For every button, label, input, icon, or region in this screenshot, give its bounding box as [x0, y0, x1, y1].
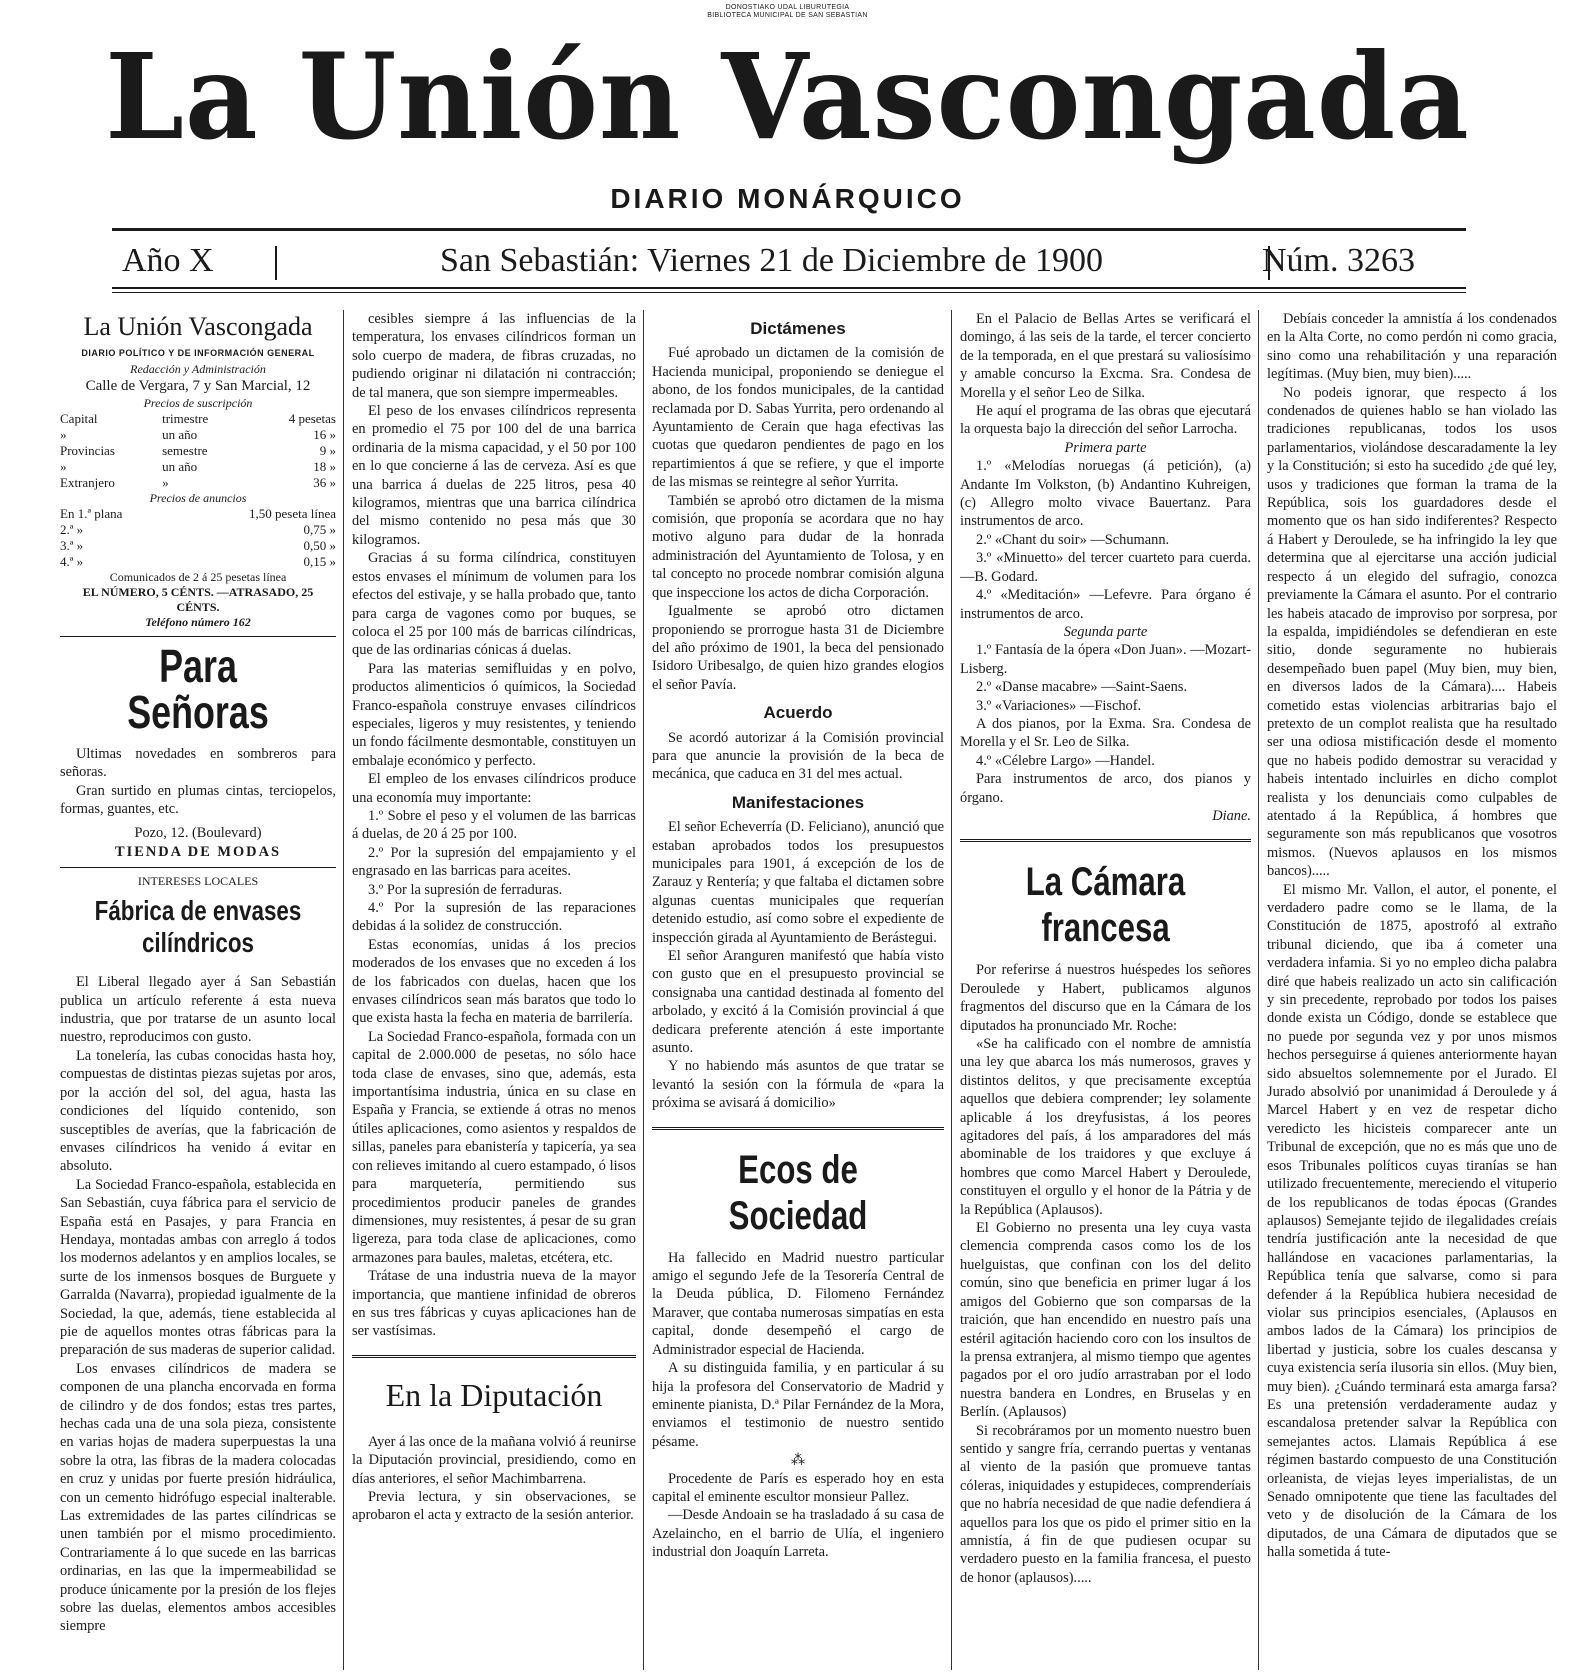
table-cell: 3.ª » [60, 537, 84, 553]
article-paragraph: 4.º Por la supresión de las reparaciones debidas á la solidez de construcción. [352, 900, 636, 935]
library-stamp-line-1: DONOSTIAKO UDAL LIBURUTEGIA [725, 4, 850, 11]
column-1 [60, 310, 336, 1670]
divider [652, 1127, 944, 1133]
ad-title: Para Señoras [127, 639, 269, 738]
section-heading: La Cámara francesa [1025, 860, 1186, 951]
article-paragraph: Trátase de una industria nueva de la mayor importancia, que mantiene infinidad de obreros en sus tres fábricas y cuyas aplicaciones han de ser vastísimas. [352, 1268, 636, 1340]
subscription-table [60, 411, 336, 491]
section-label: INTERESES LOCALES [137, 874, 259, 889]
section-heading: Ecos de Sociedad [728, 1147, 868, 1238]
year-label: Año X [122, 242, 214, 279]
program-item: 2.º «Danse macabre» —Saint-Saens. [976, 679, 1188, 696]
column-4 [960, 310, 1251, 1670]
subscription-box [60, 312, 336, 630]
program-item: 1.º «Melodías noruegas (á petición), (a) Andante Im Volkston, (b) Andantino Kuhreigen, (c) Allegro molto vivace Bauertanz. Para instrumentos de arco. [960, 458, 1251, 530]
subheading: Dictámenes [750, 319, 846, 338]
ad-address: Pozo, 12. (Boulevard) [134, 825, 262, 842]
article-paragraph: Se acordó autorizar á la Comisión provincial para que anuncie la provisión de la beca de mecánica, que caduca en 31 del mes actual. [652, 729, 944, 783]
article-paragraph: Y no habiendo más asuntos de que tratar se levantó la sesión con la fórmula de «para la próxima se avisará á domicilio» [652, 1058, 944, 1112]
library-stamp-line-2: BIBLIOTECA MUNICIPAL DE SAN SEBASTIAN [707, 12, 868, 19]
masthead-title: La Unión Vascongada [105, 28, 1470, 167]
table-cell: 4 pesetas [288, 410, 336, 426]
article-paragraph: La tonelería, las cubas conocidas hasta hoy, compuestas de distintas piezas sujetas por aros, por la acción del sol, del agua, hasta las condiciones del líquido contenido, son susceptibles de averías, que la fabricación de envases cilíndricos ha venido á evitar en absoluto. [60, 1047, 336, 1175]
program-item: 3.º «Variaciones» —Fischof. [976, 697, 1142, 714]
box-subtitle: DIARIO POLÍTICO Y DE INFORMACIÓN GENERAL [81, 348, 315, 358]
article-paragraph: Debíais conceder la amnistía á los condenados en la Alta Corte, no como perdón ni como gracia, sino como una rehabilitación y una reparación legítimas. (Muy bien, muy bien)..... [1267, 311, 1557, 383]
office-address: Calle de Vergara, 7 y San Marcial, 12 [85, 378, 311, 395]
table-cell: semestre [162, 442, 208, 458]
issue-number: Núm. 3263 [1262, 242, 1415, 279]
table-cell: trimestre [162, 410, 209, 426]
table-cell: 0,50 » [303, 537, 336, 553]
comunicados-note: Comunicados de 2 á 25 pesetas línea [109, 569, 287, 584]
article-paragraph: No podeis ignorar, que respecto á los condenados de quienes hablo se han violado las tradiciones republicanas, todos los usos parlamentarios, violándose descaradamente la ley y la Constitución; si esto ha sucedido ¿de qué ley, usos y tradiciones que forman la trama de la República, sois los guardadores desde el momento que os han sido indiferentes? Respecto á Habert y Deroulede, se ha infringido la ley que determina que al ejercitarse una acción judicial respecto á un elegido del sufragio, conozca previamente la Cámara el asunto. Por el contrario les habeis atacado de improviso por sorpresa, por la espalda, impidiéndoles se defendieran en este sitio, donde seguramente no hubierais desempeñado buen papel (Muy bien, muy bien, en diversos lados de la Cámara).... Habeis cometido estas violencias arbitrarias bajo el pretexto de un complot realista que ha resultado ser una odiosa mistificación desde el momento que no habeis podido demostrar su veracidad y habeis intentado incluirles en dicho complot realista y los denunciais como culpables de atentado á la República, á hombres que seguramente son más republicanos que vosotros mismos. (Nuevos aplausos en los mismos bancos)..... [1267, 384, 1557, 880]
dateline-rule [112, 287, 1466, 289]
signature: Diane. [1212, 807, 1251, 824]
table-row [60, 506, 336, 522]
article-paragraph: Si recobráramos por un momento nuestro buen sentido y sangre fría, cerrando puertas y ventanas al viento de la pasión que promueve tantas cóleras, iniquidades y estupideces, comprenderíais que no habría necesidad de que nadie defendiera á aquellos para los que os pido el primer sitio en la amnistía, á fin de que pudiesen ocupar su verdadero puesto en la familia francesa, el puesto de honor (aplausos)..... [960, 1422, 1251, 1586]
article-paragraph: Previa lectura, y sin observaciones, se aprobaron el acta y extracto de la sesión anterior. [352, 1488, 636, 1524]
article-paragraph: Estas economías, unidas á los precios moderados de los envases que no exceden á los de los fabricados con duelas, hacen que los envases cilíndricos sean más baratos que todo lo que exista hasta la fecha en materia de barrilería. [352, 936, 636, 1027]
article-paragraph: Para las materias semifluidas y en polvo, productos alimenticios ó químicos, la Sociedad Franco-española construye envases cilíndricos especiales, ligeros y muy resistentes, y teniendo un fondo fácilmente desmontable, constituyen un embalaje económico y perfecto. [352, 660, 636, 769]
table-cell: » [60, 426, 67, 442]
column-separator [951, 310, 952, 1670]
table-row [60, 443, 336, 459]
stars-separator: ⁂ [790, 1452, 806, 1469]
table-cell: un año [162, 458, 198, 474]
article-paragraph: El señor Aranguren manifestó que había visto con gusto que en el presupuesto provincial se consignaba una cantidad destinada al fomento del arbolado, y excitó á la Comisión provincial á que dedicara preferente atención á este importante asunto. [652, 948, 944, 1057]
table-cell: Extranjero [60, 474, 115, 490]
table-row [60, 475, 336, 491]
table-cell: 2.ª » [60, 521, 84, 537]
divider [352, 1355, 636, 1361]
article-paragraph: El señor Echeverría (D. Feliciano), anunció que estaban aprobados todos los presupuestos municipales para 1901, á excepción de los de Zarauz y Rentería; y que faltaba el dictamen sobre algunas cuentas municipales que requerían detenido estudio, así como sobre el expediente de inspección girada al Ayuntamiento de Berástegui. [652, 819, 944, 946]
subscription-prices-label: Precios de suscripción [143, 395, 253, 410]
article-paragraph: Gracias á su forma cilíndrica, constituyen estos envases el mínimum de volumen para los efectos del estivaje, y se halla probado que, tanto para carga de vagones como por buques, se coloca el 25 por 100 más de barricas cilíndricas, que de las ordinarias cónicas á duelas. [352, 550, 636, 659]
divider [960, 839, 1251, 845]
program-item: Para instrumentos de arco, dos pianos y órgano. [960, 771, 1251, 806]
article-headline: Fábrica de envases cilíndricos [94, 895, 302, 959]
article-paragraph: El mismo Mr. Vallon, el autor, el ponente, el verdadero padre como se le llama, de la Constitución de 1875, apostrofó al extraño tribunal diciendo, que iba á cometer una verdadera infamia. Si yo no empleo dicha palabra diré que habeis realizado un acto sin calificación y sin precedente, reprobado por todos los paises donde exista un Código, donde se establece que no puede por segunda vez y por unos mismos hechos perseguirse á quienes anteriormente hayan sido absueltos solemnemente por el Jurado. El Jurado absolvió por unanimidad á Deroulede y á Marcel Habert y en vez de respetar dicho veredicto les hicisteis comparecer ante un Tribunal de excepción, que no es más que uno de esos Tribunales políticos cuyas tiranías se han utilizado frecuentemente, mereciendo el vituperio de los republicanos de todas épocas (Grandes aplausos) Semejante tejido de ilegalidades creíais tendría justificación ante la necesidad de que hallándose en vacaciones parlamentarias, la República tenía que salvarse, como si para defender á la República hubiera necesidad de violar sus principios esenciales, (Aplausos en ambos lados de la Cámara) los principios de libertad y justicia, sobre los cuales descansa y cuya existencia sería ilusoria sin ellos. (Muy bien, muy bien). ¿Cuándo terminará esta amarga farsa? Es una pretensión verdaderamente audaz y escandalosa pretender salvar la República con semejantes actos. Llamais República á ese régimen bastardo compuesto de una Constitución orleanista, de viejas leyes imperialistas, de un Senado omnipotente que tiene las facultades del veto y de disolución de la Cámara de los diputados, de una Cámara de diputados que se halla sometida á tute- [1267, 881, 1557, 1561]
telephone: Teléfono número 162 [145, 614, 251, 629]
article-paragraph: El peso de los envases cilíndricos representa en promedio el 75 por 100 del de una barrica ordinaria de la misma capacidad, y el 50 por 100 en lo que concierne á las de cerveza. Así es que una barrica á duelas de 225 litros, pesa 40 kilogramos, mientras que una barrica cilíndrica del mismo contenido no pesa más que 30 kilogramos. [352, 403, 636, 548]
table-cell: Capital [60, 410, 98, 426]
table-cell: 9 » [319, 442, 336, 458]
section-heading: En la Diputación [385, 1376, 603, 1413]
program-item: 1.º Fantasía de la ópera «Don Juan». —Mozart-Lisberg. [960, 642, 1251, 677]
article-paragraph: cesibles siempre á las influencias de la temperatura, los envases cilíndricos forman un solo cuerpo de madera, de fibras cruzadas, no pudiendo originar ni dilatación ni contracción; de tal manera, que son siempre impermeables. [352, 311, 636, 401]
subheading: Acuerdo [763, 703, 833, 723]
article-paragraph: Fué aprobado un dictamen de la comisión de Hacienda municipal, proponiendo se deniegue el abono, de los fondos municipales, de la cantidad reclamada por D. Sabas Yurrita, pero ordenando al Ayuntamiento de Cerain que haga efectivas las cuotas que quedaron pendientes de pago en los repartimientos á que se refiere, y que el importe de las mismas se reintegre al señor Yurrita. [652, 345, 944, 491]
issue-price: EL NÚMERO, 5 CÉNTS. —ATRASADO, 25 CÉNTS. [82, 584, 314, 614]
dateline-rule-thin [112, 292, 1466, 293]
program-item: 4.º «Célebre Largo» —Handel. [976, 752, 1155, 769]
program-part-title: Primera parte [1064, 439, 1147, 456]
article-paragraph: También se aprobó otro dictamen de la misma comisión, que proponía se acordara que no hay motivo alguno para dudar de la honrada administración del Ayuntamiento de Tolosa, y en tal concepto no procede nombrar comisión alguna que inspeccione los actos de dicha Corporación. [652, 492, 944, 601]
table-cell: 4.ª » [60, 553, 84, 569]
article-paragraph: La Sociedad Franco-española, establecida en San Sebastián, cuya fábrica para el servicio de España está en Pasajes, y para Francia en Hendaya, montadas ambas con arreglo á todos los modernos adelantos y en amplios locales, se surte de los inmensos bosques de Burguete y Garralda (Navarra), propiedad igualmente de la Sociedad, la que, además, tiene establecida al pie de aquellos montes otras fábricas para la preparación de sus maderas de superior calidad. [60, 1176, 336, 1359]
redaccion-label: Redacción y Administración [130, 362, 266, 377]
divider [60, 636, 336, 637]
column-2 [352, 310, 636, 1670]
table-cell: 16 » [313, 426, 336, 442]
ad-text: Ultimas novedades en sombreros para señoras. [60, 745, 336, 781]
table-cell: un año [162, 426, 198, 442]
ad-text: Gran surtido en plumas cintas, terciopelos, formas, guantes, etc. [60, 782, 336, 818]
table-row [60, 554, 336, 570]
table-cell: » [60, 458, 67, 474]
column-separator [1258, 310, 1259, 1670]
article-paragraph: «Se ha calificado con el nombre de amnistía una ley que abarca los más numerosos, graves y distintos delitos, y que precisamente exceptúa aquellos que debiera comprender; ley solamente aplicable á los dreyfusistas, á los peores agitadores del país, á los amparadores del más abominable de los traidores y que excluye á hombres que como Marcel Habert y Deroulede, constituyen el orgullo y el honor de la Pátria y de la República (Aplausos). [960, 1036, 1251, 1218]
library-stamp [0, 4, 1575, 20]
program-item: A dos pianos, por la Exma. Sra. Condesa de Morella y el Sr. Leo de Silka. [960, 715, 1251, 751]
program-item: 2.º «Chant du soir» —Schumann. [976, 531, 1170, 548]
article-paragraph: 3.º Por la supresión de ferraduras. [368, 881, 563, 898]
article-paragraph: El Liberal llegado ayer á San Sebastián publica un artículo referente á esta nueva industria, que por tratarse de un asunto local nuestro, reproducimos con gusto. [60, 974, 336, 1046]
issue-date: San Sebastián: Viernes 21 de Diciembre de 1900 [440, 242, 1103, 279]
article-paragraph: Ayer á las once de la mañana volvió á reunirse la Diputación provincial, presidiendo, como en días anteriores, el señor Machimbarrena. [352, 1433, 636, 1487]
column-separator [343, 310, 344, 1670]
table-cell: Provincias [60, 442, 115, 458]
article-paragraph: Igualmente se aprobó otro dictamen proponiendo se prorrogue hasta 31 de Diciembre del año próximo de 1901, la beca del pensionado Isidoro Uribesalgo, de quien hizo grandes elogios el señor Pavía. [652, 603, 944, 693]
table-row [60, 522, 336, 538]
box-title: La Unión Vascongada [83, 312, 313, 341]
table-row [60, 427, 336, 443]
table-cell: 0,75 » [303, 521, 336, 537]
article-paragraph: El Gobierno no presenta una ley cuya vasta clemencia comprenda casos como los de los huelguistas, que confinan con los del delito común, sino que beneficia en primer lugar á los amigos del Gobierno que son comparsas de la traición, que han encendido en nuestro país una estéril agitación haciendo coro con los insultos de la prensa extranjera, al mismo tiempo que agentes pagados por el oro judío arrastraban por el lodo nuestra bandera en Londres, en Bruselas y en Berlín. (Aplausos) [960, 1220, 1251, 1421]
table-cell: 0,15 » [303, 553, 336, 569]
subheading: Manifestaciones [731, 792, 865, 812]
article-paragraph: 1.º Sobre el peso y el volumen de las barricas á duelas, de 20 á 25 por 100. [352, 807, 636, 843]
masthead-subtitle: DIARIO MONÁRQUICO [610, 183, 965, 214]
dateline [110, 242, 1425, 284]
table-cell: 1,50 peseta línea [249, 505, 336, 521]
table-row [60, 411, 336, 427]
table-cell: 36 » [313, 474, 336, 490]
top-rule [112, 228, 1466, 231]
article-paragraph: Ha fallecido en Madrid nuestro particular amigo el segundo Jefe de la Tesorería Central de la Deuda pública, D. Filomeno Fernández Maraver, que contaba numerosas simpatías en esta capital, donde desempeñó el cargo de Administrador especial de Hacienda. [652, 1249, 944, 1358]
table-row [60, 459, 336, 475]
article-paragraph: 2.º Por la supresión del empajamiento y el engrasado en las barricas para aceites. [352, 844, 636, 880]
table-cell: » [162, 474, 169, 490]
article-paragraph: Por referirse á nuestros huéspedes los señores Deroulede y Habert, publicamos algunos fragmentos del discurso que en la Cámara de los diputados ha pronunciado Mr. Roche: [960, 962, 1251, 1034]
program-item: 3.º «Minuetto» del tercer cuarteto para cuerda.—B. Godard. [960, 550, 1251, 585]
ad-prices-table [60, 506, 336, 570]
article-paragraph: A su distinguida familia, y en particular á su hija la profesora del Conservatorio de Madrid y eminente pianista, D.ª Pilar Fernández de la Mora, enviamos el testimonio de nuestro sentido pésame. [652, 1360, 944, 1450]
column-3 [652, 310, 944, 1670]
article-paragraph: En el Palacio de Bellas Artes se verificará el domingo, á las seis de la tarde, el tercer concierto de la temporada, en el que prestará su valiosísimo y amable concurso la Excma. Sra. Condesa de Morella y el señor Leo de Silka. [960, 311, 1251, 401]
article-paragraph: Los envases cilíndricos de madera se componen de una plancha encorvada en forma de cilindro y de dos fondos; estas tres partes, hechas cada una de una sola pieza, consistente en varias hojas de madera superpuestas la una sobre la otra, las fibras de la madera colocadas en cruz y unidas por fuerte presión hidráulica, con un cemento hidrófugo especial inalterable. Las extremidades de las partes cilíndricas se unen también por el mismo procedimiento. Contrariamente á lo que sucede en las barricas ordinarias, en las que la impermeabilidad se produce únicamente por la presión de los flejes sobre las duelas, elementos ambos accesibles siempre [60, 1360, 336, 1635]
article-paragraph: —Desde Andoain se ha trasladado á su casa de Azelaincho, en el barrio de Ulía, el ingeniero industrial don Joaquín Larreta. [652, 1507, 944, 1561]
article-paragraph: La Sociedad Franco-española, formada con un capital de 2.000.000 de pesetas, no sólo hace toda clase de envases, sino que, además, esta importantísima industria, única en su clase en España y Francia, se extiende á otras no menos útiles aplicaciones, como asientos y respaldos de sillas, paneles para ebanistería y tapicería, ya sea con relieves imitando al cuero estampado, ó lisos para marquetería, permitiendo sus procedimientos producir paneles de grandes dimensiones, muy resistentes, á pesar de su gran ligereza, para toda clase de aplicaciones, como armazones para baules, maletas, etcétera, etc. [352, 1028, 636, 1266]
divider [60, 867, 336, 868]
article-paragraph: El empleo de los envases cilíndricos produce una economía muy importante: [352, 771, 636, 806]
dateline-divider [275, 246, 277, 280]
ad-prices-label: Precios de anuncios [149, 490, 247, 505]
article-paragraph: Procedente de París es esperado hoy en esta capital el eminente escultor monsieur Pallez. [652, 1470, 944, 1505]
article-paragraph: He aquí el programa de las obras que ejecutará la orquesta bajo la dirección del señor Larrocha. [960, 403, 1251, 438]
table-row [60, 538, 336, 554]
table-cell: En 1.ª plana [60, 505, 123, 521]
column-5 [1267, 310, 1557, 1670]
table-cell: 18 » [313, 458, 336, 474]
ad-shop: TIENDA DE MODAS [115, 843, 281, 860]
program-item: 4.º «Meditación» —Lefevre. Para órgano é instrumentos de arco. [960, 587, 1251, 622]
column-separator [643, 310, 644, 1670]
program-part-title: Segunda parte [1063, 623, 1148, 640]
